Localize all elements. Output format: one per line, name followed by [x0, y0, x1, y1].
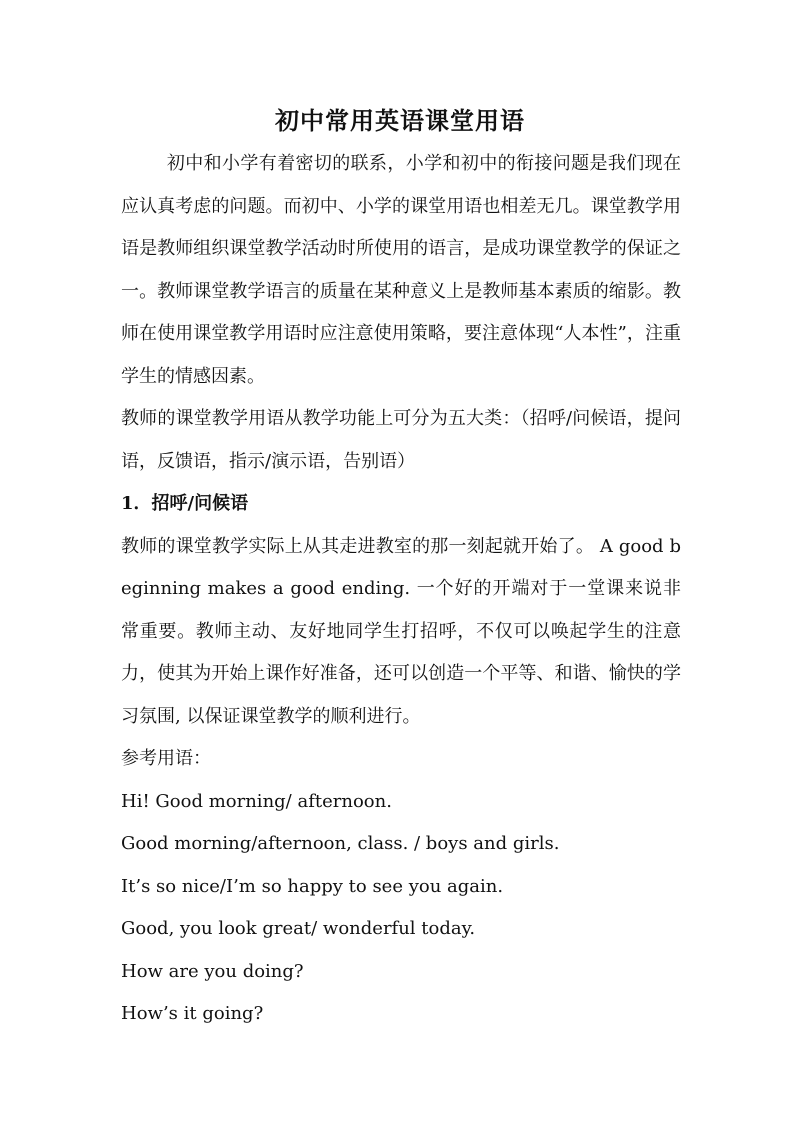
- document-body: [121, 143, 681, 1036]
- phrase-line: How are you doing?: [121, 960, 304, 982]
- phrase-line: Hi! Good morning/ afternoon.: [121, 790, 392, 812]
- intro-paragraph: 初中和小学有着密切的联系，小学和初中的衔接问题是我们现在应认真考虑的问题。而初中、小学的课堂用语也相差无几。课堂教学用语是教师组织课堂教学活动时所使用的语言，是成功课堂教学的保证之一。教师课堂教学语言的质量在某种意义上是教师基本素质的缩影。教师在使用课堂教学用语时应注意使用策略，要注意体现“人本性”，注重学生的情感因素。: [121, 153, 681, 387]
- phrase-line: How’s it going?: [121, 1003, 264, 1024]
- categories-paragraph: 教师的课堂教学用语从教学功能上可分为五大类：（招呼/问候语，提问语，反馈语，指示/演示语，告别语）: [121, 408, 681, 472]
- phrase-line: Good morning/afternoon, class. / boys and girls.: [121, 833, 560, 854]
- section-1-paragraph: 教师的课堂教学实际上从其走进教室的那一刻起就开始了。 A good beginning makes a good ending. 一个好的开端对于一堂课来说非常重要。教师主动、友好地同学生打招呼，不仅可以唤起学生的注意力，使其为开始上课作好准备，还可以创造一个平等、和谐、愉快的学习氛围, 以保证课堂教学的顺利进行。: [121, 535, 681, 727]
- phrase-line: It’s so nice/I’m so happy to see you again.: [121, 875, 504, 897]
- phrase-line: Good, you look great/ wonderful today.: [121, 918, 476, 939]
- document-title: 初中常用英语课堂用语: [275, 106, 525, 135]
- reference-label: 参考用语：: [121, 748, 211, 769]
- section-1-heading: 1．招呼/问候语: [121, 493, 249, 514]
